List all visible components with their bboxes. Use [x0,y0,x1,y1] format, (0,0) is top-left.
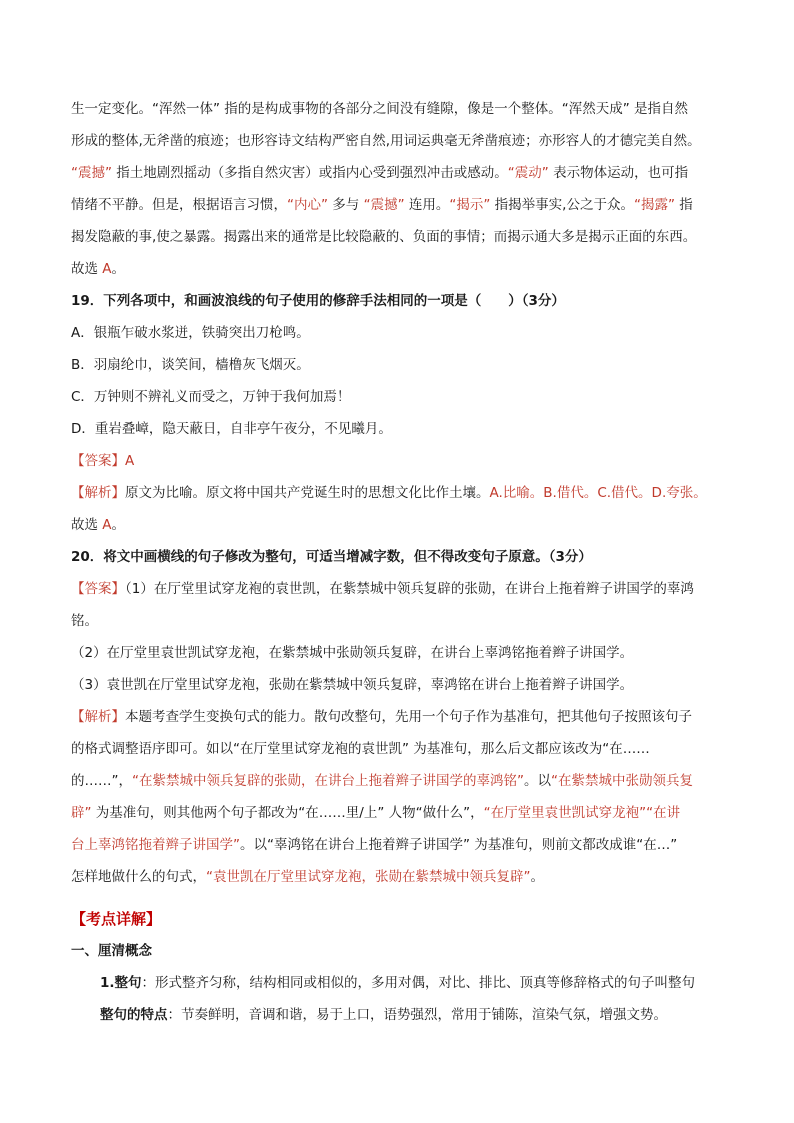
text-line: （3）袁世凯在厅堂里试穿龙袍，张勋在紫禁城中领兵复辟，辜鸿铭在讲台上拖着辫子讲国学。 [71,677,634,693]
text-span: ：形式整齐匀称，结构相同或相似的，多用对偶，对比、排比、顶真等修辞格式的句子叫整句 [141,975,696,991]
definition-label: 整句的特点 [100,1007,168,1023]
term-highlight: “震撼” [71,165,112,181]
term-highlight: 台上辜鸿铭拖着辫子讲国学” [71,837,240,853]
text-line [71,509,731,541]
text-span: 多与 [328,197,364,213]
text-span: 故选 [71,517,103,533]
text-span: ：节奏鲜明，音调和谐，易于上口，语势强烈，常用于铺陈，渲染气氛，增强文势。 [167,1007,667,1023]
definition-line [71,967,731,999]
answer-label: 【答案】 [71,581,125,597]
question-19-title: 19．下列各项中，和画波浪线的句子使用的修辞手法相同的一项是（ ）（3分） [71,293,565,309]
answer-line [71,445,731,477]
question-20-title: 20．将文中画横线的句子修改为整句，可适当增减字数，但不得改变句子原意。（3分） [71,549,592,565]
text-line [71,157,731,189]
analysis-label: 【解析】 [71,709,125,725]
text-line [71,861,731,893]
term-highlight: “在紫禁城中张勋领兵复 [551,773,693,789]
text-span: 连用。 [404,197,450,213]
analysis-line [71,477,731,509]
option-b: B．羽扇纶巾，谈笑间，樯橹灰飞烟灭。 [71,357,310,373]
text-line [71,253,731,285]
text-line: 铭。 [71,613,98,629]
answer-label: 【答案】 [71,453,125,469]
text-span: 。以“辜鸿铭在讲台上拖着辫子讲国学” 为基准句，则前文都改成谁“在…” [240,837,678,853]
answer-letter: A [102,517,112,533]
term-highlight: “内心” [287,197,328,213]
text-line: 生一定变化。“浑然一体” 指的是构成事物的各部分之间没有缝隙，像是一个整体。“浑然天成” 是指自然 [71,101,689,117]
analysis-label: 【解析】 [71,485,125,501]
text-span: 。以 [524,773,551,789]
text-span: （1）在厅堂里试穿龙袍的袁世凯，在紫禁城中领兵复辟的张勋，在讲台上拖着辫子讲国学的辜鸿 [125,581,694,597]
document-content [71,93,731,1031]
text-line: （2）在厅堂里袁世凯试穿龙袍，在紫禁城中张勋领兵复辟，在讲台上辜鸿铭拖着辫子讲国学。 [71,645,634,661]
text-span: 原文为比喻。原文将中国共产党诞生时的思想文化比作土壤。 [125,485,490,501]
text-span: 表示物体运动，也可指 [548,165,689,181]
text-span: 本题考查学生变换句式的能力。散句改整句，先用一个句子作为基准句，把其他句子按照该句子 [125,709,692,725]
text-span: 故选 [71,261,103,277]
term-highlight: “在紫禁城中领兵复辟的张勋，在讲台上拖着辫子讲国学的辜鸿铭” [132,773,524,789]
analysis-options: A.比喻。B.借代。C.借代。D.夸张。 [489,485,707,501]
term-highlight: “揭示” [449,197,491,213]
text-span: 。 [111,517,126,533]
text-span: 指土地剧烈摇动（多指自然灾害）或指内心受到强烈冲击或感动。 [112,165,508,181]
answer-line [71,573,731,605]
text-span: 指揭举事实,公之于众。 [490,197,634,213]
definition-line [71,999,731,1031]
text-span: 的……”， [71,773,132,789]
text-line: 的格式调整语序即可。如以“在厅堂里试穿龙袍的袁世凯” 为基准句，那么后文都应该改为“在…… [71,741,650,757]
definition-label: 1.整句 [100,975,142,991]
option-d: D．重岩叠嶂，隐天蔽日，自非亭午夜分，不见曦月。 [71,421,392,437]
text-span: 。 [111,261,126,277]
text-line: 形成的整体,无斧凿的痕迹；也形容诗文结构严密自然,用词运典毫无斧凿痕迹；亦形容人的才德完美自然。 [71,133,701,149]
analysis-line [71,701,731,733]
kaodian-heading: 【考点详解】 [71,910,162,928]
answer-letter: A [102,261,112,277]
term-highlight: “揭露” [633,197,675,213]
text-span: 指 [674,197,693,213]
option-c: C．万钟则不辨礼义而受之，万钟于我何加焉！ [71,389,351,405]
term-highlight: 辟” [71,805,92,821]
text-span: 怎样地做什么的句式， [71,869,206,885]
text-span: 情绪不平静。但是，根据语言习惯， [71,197,287,213]
text-span: 。 [530,869,544,885]
text-line [71,797,731,829]
term-highlight: “震撼” [363,197,405,213]
text-line: 揭发隐蔽的事,使之暴露。揭露出来的通常是比较隐蔽的、负面的事情；而揭示通大多是揭示正面的东西。 [71,229,697,245]
option-a: A．银瓶乍破水浆迸，铁骑突出刀枪鸣。 [71,325,310,341]
text-span: 为基准句，则其他两个句子都改为“在……里/上” 人物“做什么”， [91,805,484,821]
term-highlight: “在厅堂里袁世凯试穿龙袍”“在讲 [483,805,681,821]
answer-value: A [125,453,135,469]
term-highlight: “震动” [507,165,549,181]
term-highlight: “袁世凯在厅堂里试穿龙袍，张勋在紫禁城中领兵复辟” [206,869,531,885]
text-line [71,829,731,861]
text-line [71,765,731,797]
section-heading: 一、厘清概念 [71,943,152,959]
text-line [71,189,731,221]
